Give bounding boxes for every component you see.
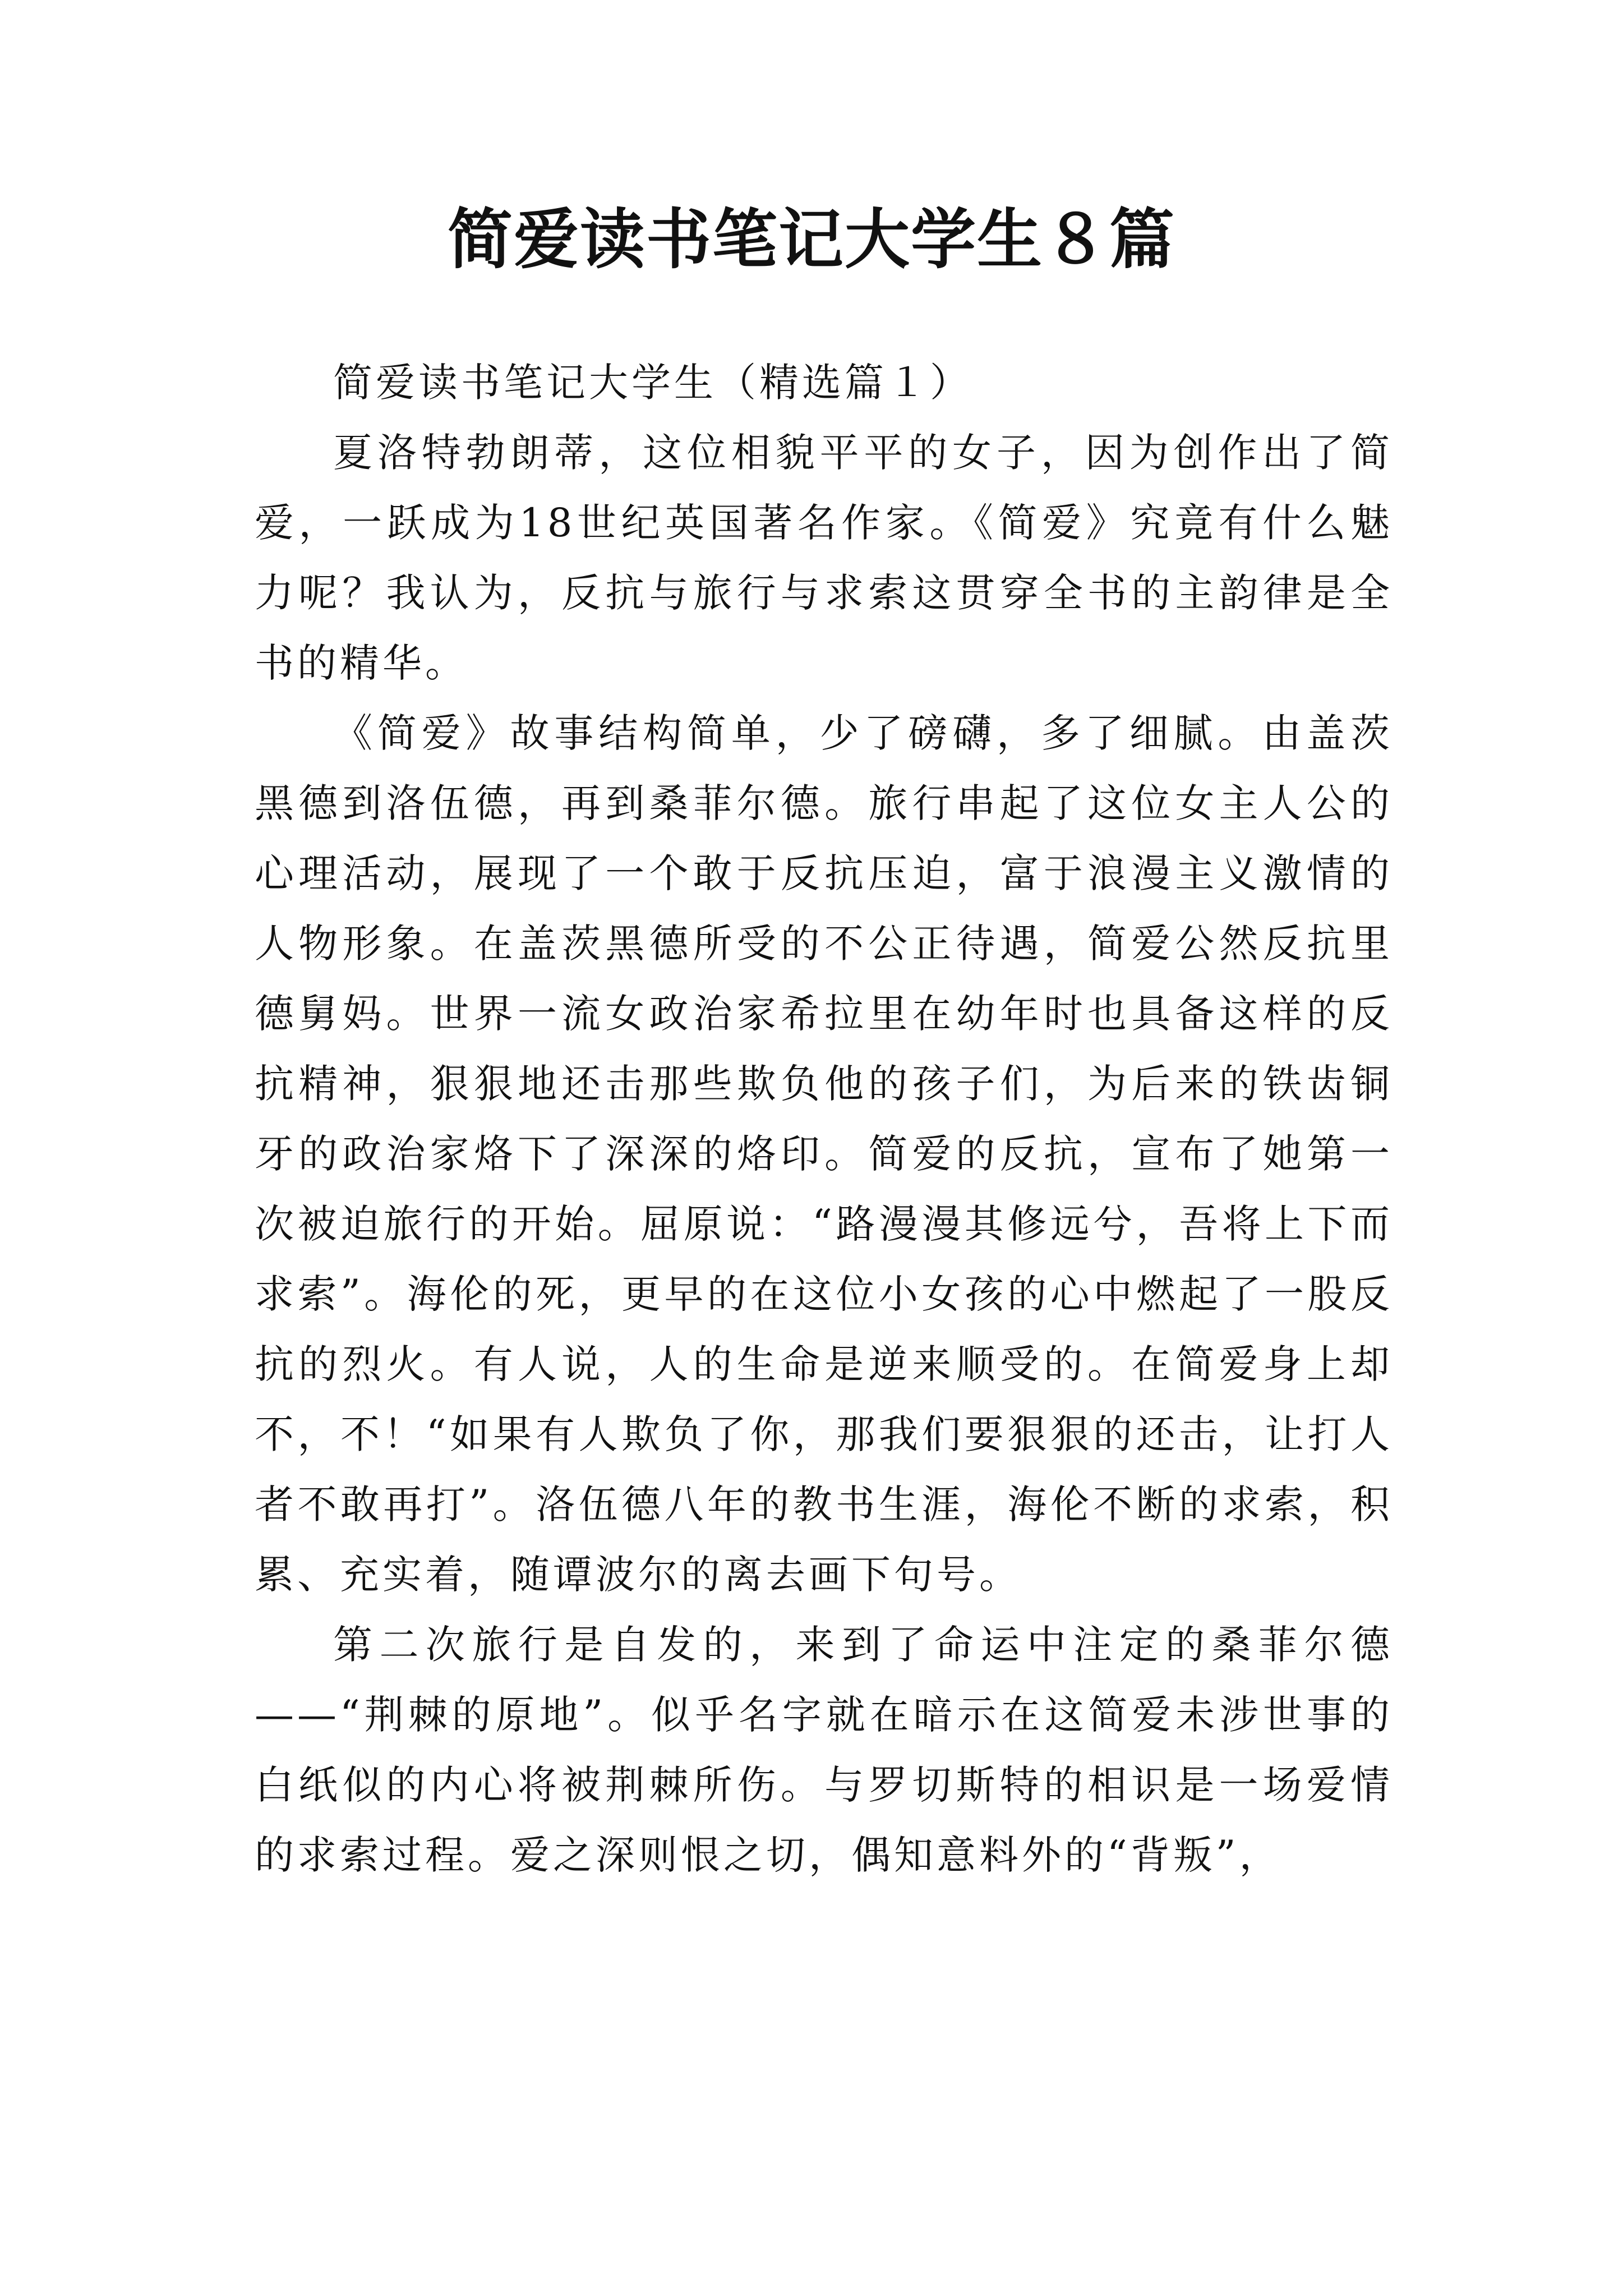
paragraph-second-journey: 第二次旅行是自发的，来到了命运中注定的桑菲尔德——“荆棘的原地”。似乎名字就在暗示在这简爱未涉世事的白纸似的内心将被荆棘所伤。与罗切斯特的相识是一场爱情的求索过程。爱之深则恨之切，偶知意料外的“背叛”， [255, 1622, 1393, 1878]
document-body [255, 348, 1393, 1890]
paragraph-intro: 夏洛特勃朗蒂，这位相貌平平的女子，因为创作出了简爱，一跃成为18世纪英国著名作家。《简爱》究竟有什么魅力呢？我认为，反抗与旅行与求索这贯穿全书的主韵律是全书的精华。 [255, 430, 1393, 686]
paragraph-story-structure: 《简爱》故事结构简单，少了磅礴，多了细腻。由盖茨黑德到洛伍德，再到桑菲尔德。旅行串起了这位女主人公的心理活动，展现了一个敢于反抗压迫，富于浪漫主义激情的人物形象。在盖茨黑德所受的不公正待遇，简爱公然反抗里德舅妈。世界一流女政治家希拉里在幼年时也具备这样的反抗精神，狠狠地还击那些欺负他的孩子们，为后来的铁齿铜牙的政治家烙下了深深的烙印。简爱的反抗，宣布了她第一次被迫旅行的开始。屈原说：“路漫漫其修远兮，吾将上下而求索”。海伦的死，更早的在这位小女孩的心中燃起了一股反抗的烈火。有人说，人的生命是逆来顺受的。在简爱身上却不，不！“如果有人欺负了你，那我们要狠狠的还击，让打人者不敢再打”。洛伍德八年的教书生涯，海伦不断的求索，积累、充实着，随谭波尔的离去画下句号。 [255, 710, 1393, 1598]
section-heading: 简爱读书笔记大学生（精选篇１） [333, 360, 972, 406]
document-title: 简爱读书笔记大学生８篇 [448, 201, 1175, 278]
